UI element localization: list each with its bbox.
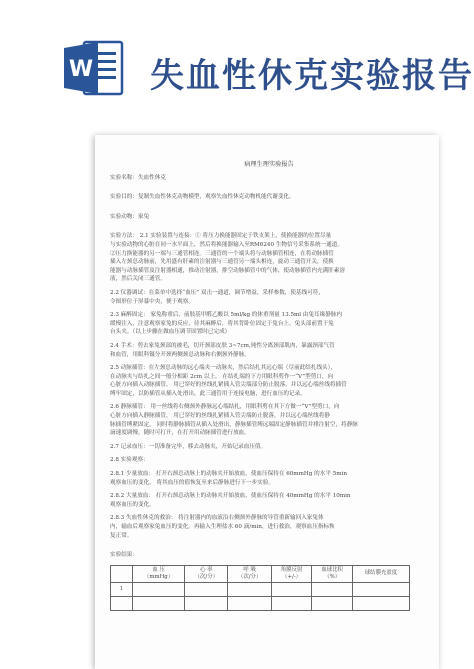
table-cell <box>111 596 133 610</box>
experiment-animal: 实验动物：家兔 <box>110 213 150 220</box>
table-cell <box>271 596 312 610</box>
table-header-cell: 呼 吸 （次/分） <box>228 565 271 582</box>
header-banner <box>0 0 474 112</box>
method-anesthesia: 2.3 麻醉固定： 家兔称重后，前肢基甲醛乙酸以 5ml/kg 的体重剂量 13.5ml 由兔耳缘静脉内 缓慢注入，注意观察家兔的反应，待其麻醉后，将其背卧位固定于兔台上，兔头部前置于兔 台头夹。（以上步骤在做血压调节固置时已完成） <box>110 312 343 336</box>
experiment-name: 实验名称：失血性休克 <box>110 174 166 181</box>
table-cell <box>352 582 409 596</box>
table-cell <box>312 582 353 596</box>
table-header-cell: 角膜反射 （+/-） <box>271 565 312 582</box>
document-body <box>110 161 428 611</box>
table-header-row <box>111 565 410 582</box>
method-record: 2.7 记录血压：一切准备完毕，移去动脉夹，开始记录血压值。 <box>110 443 267 450</box>
method-vein: 2.6 静脉插管： 用一丝线将右侧颈外静脉远心端结扎，用眼科剪在其下方做一“V”型剪口，向 心脏方向插入静脉插管， 用已穿好的丝线扎紧插入管尖端防止脱落，并以远心端丝线将静 脉插管缚紧固定， 同时将静脉插管从插入处滑出，静脉插管缚远端固定静脉插管并排注射空，将静脉 滴速度调慢，随时可打开，在打开用动脉插管进行放血。 <box>110 404 358 437</box>
table-header-cell: 球结膜充盈度 <box>352 565 409 582</box>
table-row <box>111 596 410 610</box>
results-label: 实验结果： <box>110 552 138 559</box>
table-cell <box>228 596 271 610</box>
method-observe: 2.8 实验观察： <box>110 457 149 464</box>
table-cell <box>228 582 271 596</box>
table-cell <box>185 596 228 610</box>
table-header-cell: 血球比积 （%） <box>312 565 353 582</box>
method-surgery: 2.4 手术：剪去家兔颈部的被毛，切开颈部皮肤 3~7cm,钝性分离颈部肌肉，暴露颈部气管 和血管，用眼科镊分开颈两侧颈总动脉和右侧颈外静脉。 <box>110 342 335 358</box>
table-cell <box>133 596 185 610</box>
table-cell <box>133 582 185 596</box>
table-header-cell: 血 压 （mmHg） <box>133 565 185 582</box>
method-rescue: 2.8.3 失血性休克的救治： 将注射器内的血液沿右侧颈外静脉的导管重新输回入家兔体 内，输血后观察家兔血压的变化。再输入生理盐水 60 滴/min，进行救治，观察血压指标恢 复正常。 <box>110 515 335 539</box>
document-page <box>95 135 439 669</box>
method-setup: 实验方法： 2.1 实验装置与连接：① 将压力换能器固定于铁支架上，使换能器的位置尽量 与实验动物的心脏在同一水平面上，然后将换能器输入至RM6240 生物信号采集系统一通道。 ②压力换能器的另一端与三通管相连。三通管的一个端头将与动脉插管相连，在将动脉插管 插入左颈总动脉前，先用盛有肝素的注射器与三通管另一端头相连，旋动三通管开关，使换 能器与动脉插管及注射器相通，推动注射器，排空动脉插管中的气体，使动脉插管内充满肝素溶 液，然后关闭三通管。 <box>110 233 345 283</box>
table-cell <box>271 582 312 596</box>
page-title: 失血性休克实验报告 <box>150 56 474 96</box>
doc-heading: 病理生理实验报告 <box>244 161 294 168</box>
svg-text:W: W <box>68 57 94 82</box>
results-table <box>110 565 410 611</box>
experiment-purpose: 实验目的：复制失血性休克动物模型，观察失血性休克动物机能代谢变化。 <box>110 194 295 201</box>
method-instrument: 2.2 仪器调试：在菜单中选择“血压” 双击一通道，调节增益，采样参数，使基线可符， 令图形位于屏幕中央，便于观察。 <box>110 289 324 305</box>
table-cell <box>352 596 409 610</box>
method-artery: 2.5 动脉插管：在左颈总动脉的远心端夹一动脉夹，然后结扎其远心端（尽前此结扎线头）， 在动脉夹与结扎之间一般分相距 2cm 以上。 在结扎端的下方用眼科剪作一“V”型剪口，向 心脏方向插入动脉插管， 用已穿好的丝线扎紧插入管尖端部分防止脱落，并以远心端丝线将插管 缚牢固定，以防插管从插入处滑出。此三通管用于连接电脑，进行血压的记录。 <box>110 365 347 397</box>
word-document-icon <box>62 36 126 100</box>
table-cell <box>312 596 353 610</box>
table-header-cell <box>111 565 133 582</box>
method-small-bleed: 2.8.1 少量放血： 打开右颈总动脉上的动脉夹开始放血，使血压保持在 60mmHg 的水平 5min 观察血压的变化。 将其血压的值恢复至来后静脉进行下一步实验。 <box>110 471 347 486</box>
table-cell: 1 <box>111 582 133 596</box>
method-large-bleed: 2.8.2 大量放血： 打开右颈总动脉上的动脉夹开始放血，使血压保持在 40mmHg 的水平 10min 观察血压的变化。 <box>110 493 351 508</box>
table-row <box>111 582 410 596</box>
table-header-cell: 心 率 （次/分） <box>185 565 228 582</box>
table-cell <box>185 582 228 596</box>
